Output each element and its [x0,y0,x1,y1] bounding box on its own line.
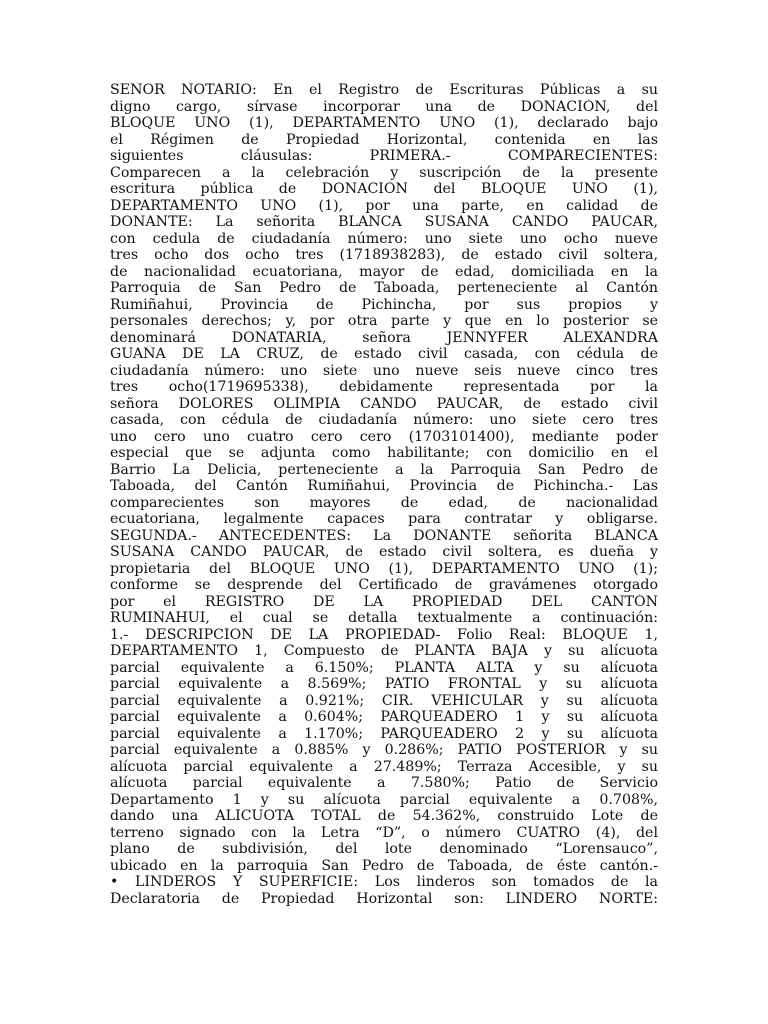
text-line: SEGUNDA.- ANTECEDENTES: La DONANTE señorita BLANCA [110,527,658,544]
text-line: con cedula de ciudadanía número: uno siete uno ocho nueve [110,230,658,247]
text-line: parcial equivalente a 0.921%; CIR. VEHICULAR y su alícuota [110,692,658,709]
text-line: personales derechos; y, por otra parte y que en lo posterior se [110,313,658,329]
text-line: Parroquia de San Pedro de Taboada, perteneciente al Cantón [110,280,658,296]
text-line: parcial equivalente a 0.885% y 0.286%; PATIO POSTERIOR y su [110,742,658,758]
text-line: conforme se desprende del Certificado de gravámenes otorgado [110,577,658,593]
text-line: alícuota parcial equivalente a 27.489%; Terraza Accesible, y su [110,758,658,775]
text-line: DONANTE: La señorita BLANCA SUSANA CANDO PAUCAR, [110,214,658,230]
text-line: terreno signado con la Letra “D”, o número CUATRO (4), del [110,824,658,841]
text-line: tres ocho dos ocho tres (1718938283), de estado civil soltera, [110,247,658,263]
text-line: parcial equivalente a 6.150%; PLANTA ALTA y su alícuota [110,659,658,676]
text-line: parcial equivalente a 0.604%; PARQUEADERO 1 y su alícuota [110,709,658,725]
text-line: plano de subdivisión, del lote denominado “Lorensauco”, [110,841,658,857]
text-line: GUAÑA DE LA CRUZ, de estado civil casada, con cédula de [110,346,658,362]
text-line: casada, con cédula de ciudadanía número: uno siete cero tres [110,412,658,428]
text-line: digno cargo, sírvase incorporar una de DONACIÓN, del [110,98,658,115]
text-line: Departamento 1 y su alícuota parcial equivalente a 0.708%, [110,791,658,808]
text-line: • LINDEROS Y SUPERFICIE: Los linderos son tomados de la [110,874,658,890]
text-line: alícuota parcial equivalente a 7.580%; Patio de Servicio [110,775,658,791]
text-line: parcial equivalente a 8.569%; PATIO FRONTAL y su alícuota [110,676,658,692]
text-line: propietaria del BLOQUE UNO (1), DEPARTAMENTO UNO (1); [110,560,658,577]
text-line: Barrio La Delicia, perteneciente a la Parroquia San Pedro de [110,461,658,478]
text-line: Taboada, del Cantón Rumiñahui, Provincia de Pichincha.- Las [110,478,658,494]
document-page [110,82,658,907]
text-line: tres ocho(1719695338), debidamente representada por la [110,379,658,395]
text-line: siguientes cláusulas: PRIMERA.- COMPARECIENTES: [110,148,658,164]
text-line: ubicado en la parroquia San Pedro de Taboada, de éste cantón.- [110,857,658,874]
text-line: 1.- DESCRIPCION DE LA PROPIEDAD- Folio Real: BLOQUE 1, [110,626,658,643]
text-line: SEÑOR NOTARIO: En el Registro de Escrituras Públicas a su [110,82,658,98]
text-line: el Régimen de Propiedad Horizontal, contenida en las [110,131,658,148]
text-line: por el REGISTRO DE LA PROPIEDAD DEL CANTÓN [110,593,658,610]
text-line: dando una ALICUOTA TOTAL de 54.362%, construido Lote de [110,808,658,824]
text-line: DEPARTAMENTO 1, Compuesto de PLANTA BAJA y su alícuota [110,643,658,659]
text-line: uno cero uno cuatro cero cero (1703101400), mediante poder [110,428,658,445]
text-line: señora DOLORES OLIMPIA CANDO PAUCAR, de estado civil [110,395,658,412]
text-line: especial que se adjunta como habilitante; con domicilio en el [110,445,658,461]
text-line: RUMIÑAHUI, el cual se detalla textualmente a continuación: [110,610,658,626]
text-line: ecuatoriana, legalmente capaces para contratar y obligarse. [110,511,658,527]
text-line: escritura pública de DONACIÓN del BLOQUE UNO (1), [110,181,658,197]
text-line: denominará DONATARIA, señora JENNYFER ALEXANDRA [110,329,658,346]
text-line: parcial equivalente a 1.170%; PARQUEADERO 2 y su alícuota [110,725,658,742]
text-line: DEPARTAMENTO UNO (1), por una parte, en calidad de [110,197,658,214]
text-line: Declaratoria de Propiedad Horizontal son: LINDERO NORTE: [110,890,658,907]
text-line: de nacionalidad ecuatoriana, mayor de edad, domiciliada en la [110,263,658,280]
text-line: BLOQUE UNO (1), DEPARTAMENTO UNO (1), declarado bajo [110,115,658,131]
text-line: Comparecen a la celebración y suscripción de la presente [110,164,658,181]
text-line: SUSANA CANDO PAUCAR, de estado civil soltera, es dueña y [110,544,658,560]
text-line: Rumiñahui, Provincia de Pichincha, por sus propios y [110,296,658,313]
text-line: ciudadanía número: uno siete uno nueve seis nueve cinco tres [110,362,658,379]
text-line: comparecientes son mayores de edad, de nacionalidad [110,494,658,511]
